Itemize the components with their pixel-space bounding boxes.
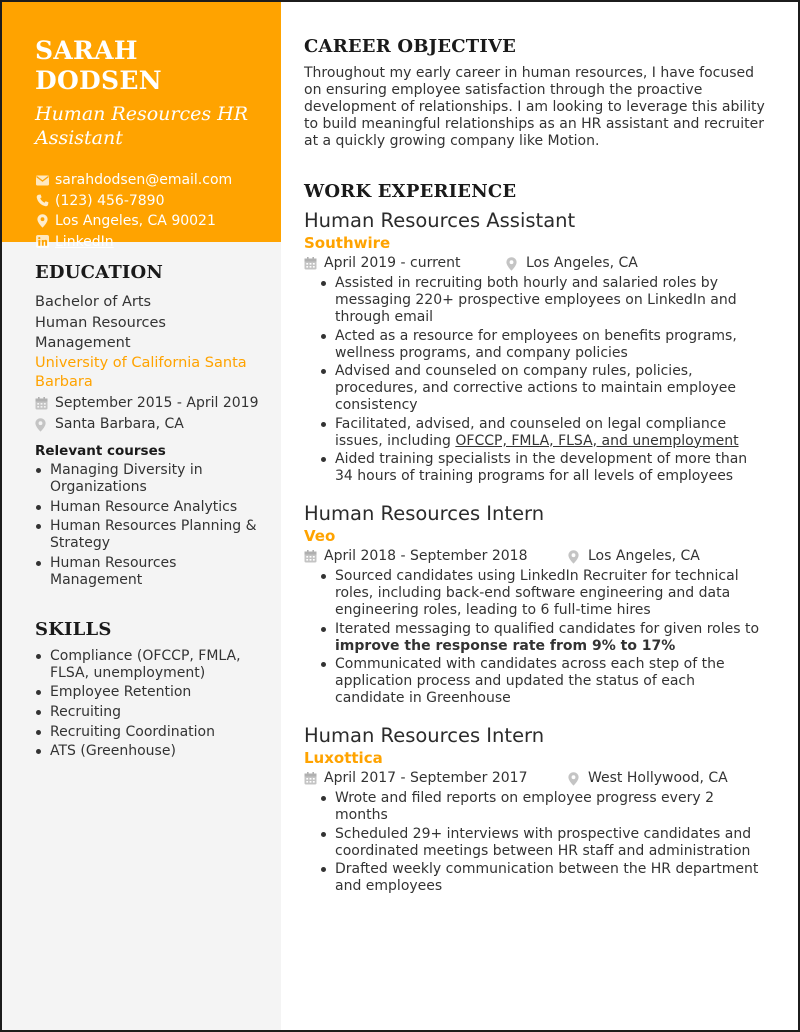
map-pin-icon [35, 418, 49, 432]
job-location: Los Angeles, CA [526, 255, 638, 271]
list-item: Wrote and filed reports on employee progress every 2 months [320, 790, 768, 824]
contact-list [35, 170, 261, 252]
job-bullets [320, 275, 768, 485]
job-meta-row [304, 546, 768, 567]
job-title: Human Resources Assistant [304, 209, 576, 232]
company-name: Veo [304, 527, 336, 545]
bullet-text: Iterated messaging to qualified candidates for given roles to [335, 620, 760, 637]
job-entry [304, 501, 768, 707]
job-bullets [320, 568, 768, 707]
education-location-row [35, 414, 263, 435]
contact-email [35, 170, 261, 191]
education-dates-row [35, 393, 263, 414]
email-link[interactable]: sarahdodsen@email.com [55, 172, 233, 189]
bullet-text: Facilitated, advised, and counseled on legal compliance issues, including [335, 415, 727, 449]
list-item: Recruiting [35, 704, 263, 721]
degree: Bachelor of Arts [35, 294, 152, 310]
list-item [320, 416, 768, 450]
job-location-group [506, 253, 638, 274]
location-text: Los Angeles, CA 90021 [55, 213, 216, 230]
list-item: Employee Retention [35, 684, 263, 701]
job-dates: April 2017 - September 2017 [324, 770, 528, 786]
job-dates: April 2018 - September 2018 [324, 548, 528, 564]
school-name: University of California Santa Barbara [35, 355, 247, 390]
company-name: Southwire [304, 234, 391, 252]
calendar-icon [304, 257, 318, 271]
list-item: Scheduled 29+ interviews with prospective candidates and coordinated meetings between HR staff and administration [320, 826, 768, 860]
job-title: Human Resources Intern [304, 724, 545, 747]
job-location: West Hollywood, CA [588, 770, 728, 786]
list-item: Assisted in recruiting both hourly and salaried roles by messaging 220+ prospective employees on LinkedIn and through email [320, 275, 768, 326]
list-item: ATS (Greenhouse) [35, 743, 263, 760]
job-meta-row [304, 768, 768, 789]
list-item: Advised and counseled on company rules, policies, procedures, and corrective actions to maintain employee consistency [320, 363, 768, 414]
list-item: Compliance (OFCCP, FMLA, FLSA, unemployment) [35, 648, 263, 682]
job-dates-group [304, 546, 568, 567]
job-dates-group [304, 253, 506, 274]
company-name: Luxottica [304, 749, 383, 767]
compliance-link[interactable]: OFCCP, FMLA, FLSA, and unemployment [455, 432, 739, 449]
left-column [2, 2, 281, 1030]
job-entry [304, 723, 768, 895]
right-column [281, 2, 798, 897]
list-item: Communicated with candidates across each step of the application process and updated the status of each candidate in Greenhouse [320, 656, 768, 707]
phone-icon [35, 194, 49, 208]
list-item [320, 621, 768, 655]
calendar-icon [304, 550, 318, 564]
job-meta-row [304, 253, 768, 274]
job-dates: April 2019 - current [324, 255, 461, 271]
bullet-highlight: improve the response rate from 9% to 17% [335, 637, 676, 654]
map-pin-icon [506, 257, 520, 271]
map-pin-icon [35, 214, 49, 228]
linkedin-icon [35, 235, 49, 249]
linkedin-link[interactable]: LinkedIn [55, 233, 114, 250]
education-heading: EDUCATION [35, 262, 164, 283]
map-pin-icon [568, 772, 582, 786]
education-location: Santa Barbara, CA [55, 416, 184, 432]
contact-location [35, 211, 261, 232]
list-item: Human Resources Planning & Strategy [35, 518, 263, 552]
contact-phone [35, 191, 261, 212]
courses-heading: Relevant courses [35, 443, 166, 459]
major: Human Resources Management [35, 315, 166, 351]
objective-heading: CAREER OBJECTIVE [304, 36, 517, 57]
phone-number[interactable]: (123) 456-7890 [55, 192, 165, 209]
calendar-icon [35, 397, 49, 411]
skills-list [35, 648, 263, 760]
list-item: Drafted weekly communication between the HR department and employees [320, 861, 768, 895]
education-dates: September 2015 - April 2019 [55, 395, 259, 411]
list-item: Recruiting Coordination [35, 724, 263, 741]
objective-text: Throughout my early career in human resources, I have focused on ensuring employee satisfaction through the proactive development of relationships. I am looking to leverage this ability to build meaningful relationships as an HR assistant and recruiter at a quickly growing company like Motion. [304, 65, 765, 149]
list-item: Sourced candidates using LinkedIn Recruiter for technical roles, including back-end software engineering and data engineering roles, leading to 6 full-time hires [320, 568, 768, 619]
list-item: Managing Diversity in Organizations [35, 462, 263, 496]
list-item: Human Resource Analytics [35, 499, 263, 516]
job-location-group [568, 546, 700, 567]
job-entry [304, 208, 768, 485]
calendar-icon [304, 772, 318, 786]
courses-list [35, 462, 263, 589]
left-body [2, 242, 281, 760]
list-item: Human Resources Management [35, 555, 263, 589]
experience-heading: WORK EXPERIENCE [304, 181, 517, 202]
map-pin-icon [568, 550, 582, 564]
skills-heading: SKILLS [35, 618, 112, 640]
job-bullets [320, 790, 768, 895]
header-box [2, 2, 281, 250]
envelope-icon [35, 173, 49, 187]
list-item: Acted as a resource for employees on benefits programs, wellness programs, and company policies [320, 328, 768, 362]
candidate-name: SARAH DODSEN [35, 36, 162, 95]
list-item: Aided training specialists in the development of more than 34 hours of training programs for all levels of employees [320, 451, 768, 485]
job-location: Los Angeles, CA [588, 548, 700, 564]
job-dates-group [304, 768, 568, 789]
job-location-group [568, 768, 728, 789]
job-title: Human Resources Intern [304, 502, 545, 525]
candidate-title: Human Resources HR Assistant [35, 103, 249, 149]
